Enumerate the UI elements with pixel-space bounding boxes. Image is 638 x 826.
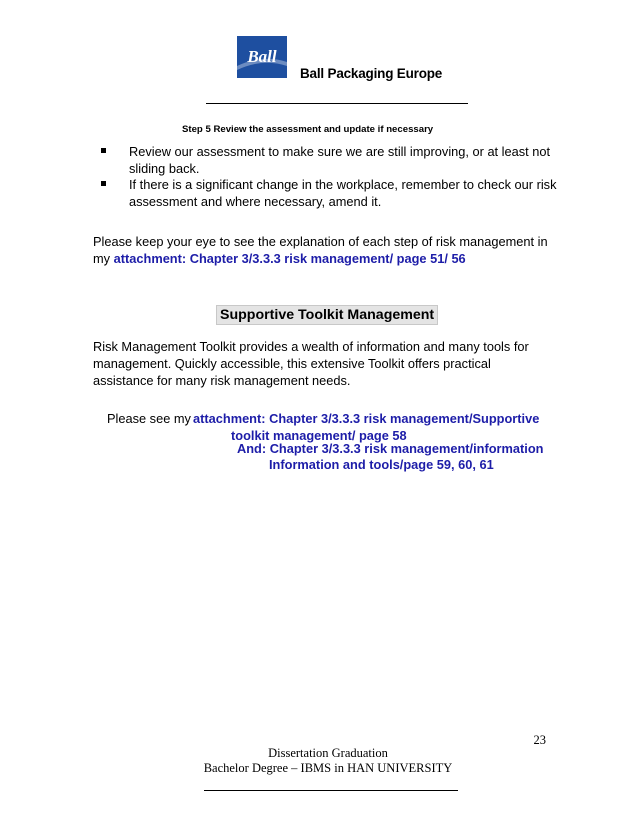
attachment-link-line-1[interactable]: attachment: Chapter 3/3.3.3 risk management/Supportive	[193, 411, 540, 426]
attachments-intro: Please see my	[107, 411, 191, 426]
list-item-text: If there is a significant change in the workplace, remember to check our risk assessment and where necessary, amend it.	[129, 177, 557, 209]
attachment-link-line-3[interactable]: And: Chapter 3/3.3.3 risk management/information	[237, 441, 544, 456]
ball-logo-text: Ball	[247, 47, 277, 66]
footer-divider	[204, 790, 458, 791]
footer-title: Dissertation Graduation	[268, 746, 388, 760]
keep-eye-paragraph	[93, 233, 553, 267]
toolkit-paragraph: Risk Management Toolkit provides a wealth of information and many tools for management. Quickly accessible, this extensive Toolkit offers practical assistance for many risk management needs.	[93, 339, 529, 388]
footer-subtitle: Bachelor Degree – IBMS in HAN UNIVERSITY	[203, 761, 453, 775]
bullet-square-icon	[101, 181, 106, 186]
header-divider	[206, 103, 468, 104]
keep-eye-text: Please keep your eye to see the explanation of each step of risk management in my	[93, 234, 548, 266]
attachment-reference-link[interactable]: attachment: Chapter 3/3.3.3 risk management/ page 51/ 56	[113, 251, 466, 266]
list-item-text: Review our assessment to make sure we are still improving, or at least not sliding back.	[129, 144, 551, 176]
step-heading: Step 5 Review the assessment and update if necessary	[182, 124, 434, 135]
toolkit-heading: Supportive Toolkit Management	[216, 305, 438, 325]
bullet-square-icon	[101, 148, 106, 153]
attachment-link-line-2[interactable]: toolkit management/ page 58	[231, 428, 407, 443]
ball-logo-graphic	[237, 36, 287, 78]
page-number: 23	[533, 733, 546, 747]
attachment-link-line-4[interactable]: Information and tools/page 59, 60, 61	[269, 457, 494, 472]
ball-logo	[237, 36, 287, 78]
company-name: Ball Packaging Europe	[300, 66, 443, 81]
